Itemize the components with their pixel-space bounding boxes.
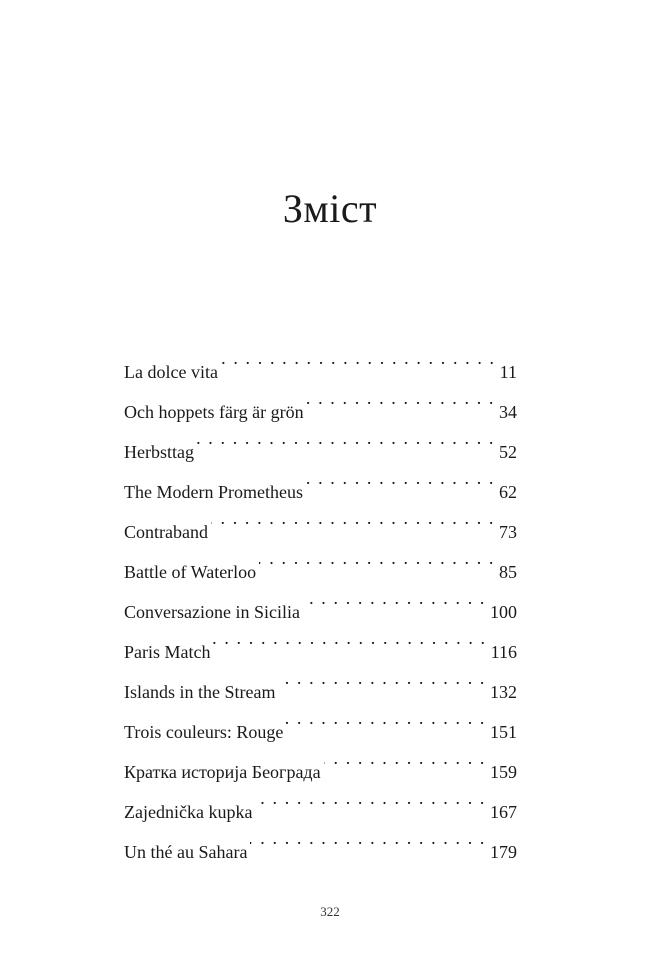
toc-entry-page: 11 [499, 362, 517, 382]
toc-entry-title: Herbsttag [124, 442, 194, 462]
dot-leader [213, 618, 486, 658]
toc-entry-page: 151 [490, 722, 517, 742]
toc-entry-title: Кратка историја Београда [124, 762, 321, 782]
dot-leader [278, 658, 486, 698]
dot-leader [221, 338, 496, 378]
dot-leader [211, 498, 495, 538]
toc-entry-page: 85 [499, 562, 517, 582]
toc-entry-title: Un thé au Sahara [124, 842, 248, 862]
dot-leader [259, 538, 495, 578]
dot-leader [306, 458, 495, 498]
toc-entry-title: Conversazione in Sicilia [124, 602, 300, 622]
toc-entry-page: 52 [499, 442, 517, 462]
toc-entry-page: 167 [490, 802, 517, 822]
dot-leader [307, 378, 495, 418]
toc-entry-title: Paris Match [124, 642, 211, 662]
dot-leader [324, 738, 486, 778]
dot-leader [197, 418, 495, 458]
toc-entry-page: 62 [499, 482, 517, 502]
toc-entry [124, 338, 517, 382]
toc-entry-title: Contraband [124, 522, 208, 542]
toc-entry-title: Islands in the Stream [124, 682, 276, 702]
dot-leader [250, 818, 486, 858]
toc-entry-title: Battle of Waterloo [124, 562, 257, 582]
toc-entry-title: Och hoppets färg är grön [124, 402, 304, 422]
toc-entry-title: Zajednička kupka [124, 802, 253, 822]
toc-entry-title: Trois couleurs: Rouge [124, 722, 284, 742]
toc-entry-page: 73 [499, 522, 517, 542]
toc-entry-page: 159 [490, 762, 517, 782]
toc-entry-page: 132 [490, 682, 517, 702]
page-number: 322 [320, 904, 340, 919]
toc-entry-page: 179 [490, 842, 517, 862]
toc-entry-title: The Modern Prometheus [124, 482, 303, 502]
toc-entry-page: 116 [490, 642, 517, 662]
dot-leader [255, 778, 486, 818]
toc-entry-title: La dolce vita [124, 362, 218, 382]
table-of-contents [124, 338, 517, 862]
dot-leader [286, 698, 486, 738]
dot-leader [303, 578, 486, 618]
toc-entry-page: 100 [490, 602, 517, 622]
toc-entry-page: 34 [499, 402, 517, 422]
page-title: Зміст [282, 186, 378, 231]
